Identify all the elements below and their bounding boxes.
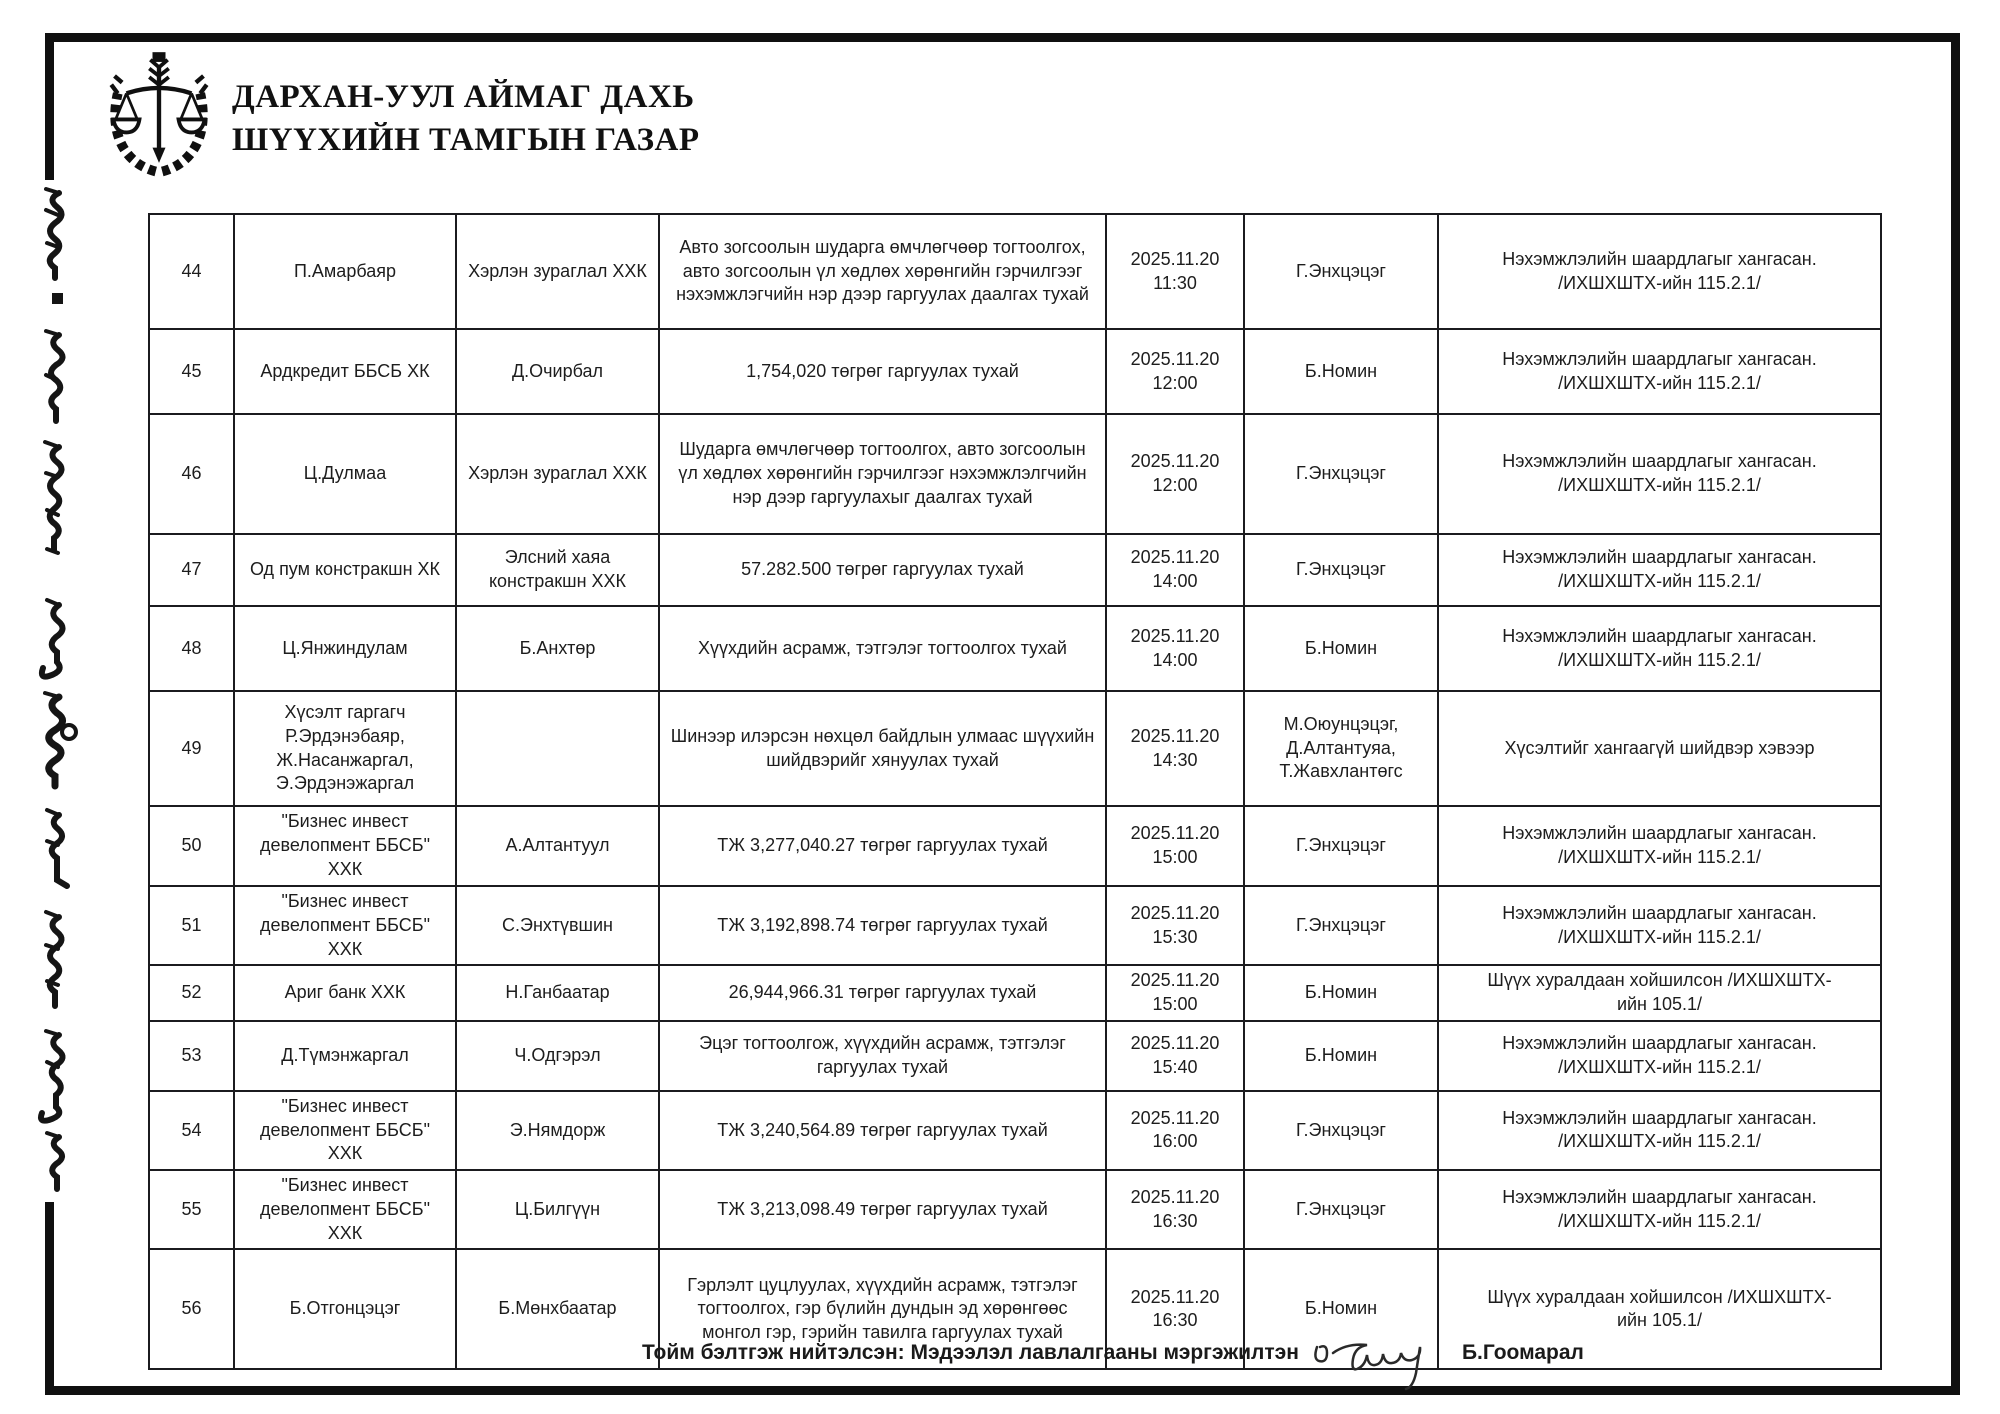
- cell-case-subject: ТЖ 3,192,898.74 төгрөг гаргуулах тухай: [659, 886, 1106, 965]
- table-row: [149, 886, 1881, 965]
- cell-judge: Б.Номин: [1244, 329, 1438, 414]
- cell-decision: [1438, 1170, 1881, 1249]
- signature-scribble-icon: [1309, 1329, 1434, 1391]
- cell-number: 48: [149, 606, 234, 691]
- table-row: [149, 691, 1881, 806]
- table-row: [149, 965, 1881, 1021]
- table-row: [149, 806, 1881, 886]
- cell-case-subject: 26,944,966.31 төгрөг гаргуулах тухай: [659, 965, 1106, 1021]
- cell-number: 56: [149, 1249, 234, 1369]
- cell-case-subject: Авто зогсоолын шударга өмчлөгчөөр тогтоолгох, авто зогсоолын үл хөдлөх хөрөнгийн гэрчилгээг нэхэмжлэгчийн нэр дээр гаргуулах даалгах тухай: [659, 214, 1106, 329]
- cell-judge: Б.Номин: [1244, 606, 1438, 691]
- decision-line: Хүсэлтийг хангаагүй шийдвэр хэвээр: [1504, 737, 1815, 758]
- decision-line: /ИХШХШТХ-ийн 115.2.1/: [1558, 1131, 1761, 1152]
- hearings-table: [148, 213, 1882, 1370]
- table-row: [149, 606, 1881, 691]
- cell-case-subject: ТЖ 3,213,098.49 төгрөг гаргуулах тухай: [659, 1170, 1106, 1249]
- cell-judge: Г.Энхцэцэг: [1244, 534, 1438, 606]
- document-footer: [642, 1341, 1584, 1387]
- cell-judge: Г.Энхцэцэг: [1244, 886, 1438, 965]
- cell-number: 46: [149, 414, 234, 534]
- mongolian-script-sidebar: [24, 180, 92, 1202]
- cell-number: 50: [149, 806, 234, 886]
- table-row: [149, 1091, 1881, 1170]
- cell-judge: Г.Энхцэцэг: [1244, 1091, 1438, 1170]
- hearings-table-body: [149, 214, 1881, 1369]
- decision-line: Нэхэмжлэлийн шаардлагыг хангасан.: [1502, 823, 1817, 844]
- decision-line: Нэхэмжлэлийн шаардлагыг хангасан.: [1502, 451, 1817, 472]
- cell-defendant: Хэрлэн зураглал ХХК: [456, 214, 659, 329]
- decision-line: ийн 105.1/: [1616, 994, 1703, 1014]
- decision-line: Нэхэмжлэлийн шаардлагыг хангасан.: [1502, 902, 1817, 923]
- cell-decision: [1438, 214, 1881, 329]
- cell-defendant: Элсний хаяа констракшн ХХК: [456, 534, 659, 606]
- table-row: [149, 1170, 1881, 1249]
- decision-line: /ИХШХШТХ-ийн 115.2.1/: [1558, 475, 1761, 495]
- cell-defendant: С.Энхтүвшин: [456, 886, 659, 965]
- cell-plaintiff: "Бизнес инвест девелопмент ББСБ" ХХК: [234, 886, 456, 965]
- org-title-line2: ШҮҮХИЙН ТАМГЫН ГАЗАР: [232, 122, 700, 158]
- cell-judge: Б.Номин: [1244, 965, 1438, 1021]
- decision-line: Нэхэмжлэлийн шаардлагыг хангасан.: [1502, 248, 1817, 269]
- cell-decision: [1438, 534, 1881, 606]
- cell-defendant: [456, 691, 659, 806]
- decision-line: /ИХШХШТХ-ийн 115.2.1/: [1558, 847, 1761, 867]
- cell-judge: Г.Энхцэцэг: [1244, 1170, 1438, 1249]
- decision-line: Нэхэмжлэлийн шаардлагыг хангасан.: [1502, 1186, 1817, 1207]
- cell-defendant: Н.Ганбаатар: [456, 965, 659, 1021]
- cell-plaintiff: Ариг банк ХХК: [234, 965, 456, 1021]
- cell-case-subject: ТЖ 3,277,040.27 төгрөг гаргуулах тухай: [659, 806, 1106, 886]
- cell-judge: Г.Энхцэцэг: [1244, 806, 1438, 886]
- cell-plaintiff: Ц.Дулмаа: [234, 414, 456, 534]
- cell-number: 53: [149, 1021, 234, 1091]
- table-row: [149, 329, 1881, 414]
- cell-case-subject: Шинээр илэрсэн нөхцөл байдлын улмаас шүүхийн шийдвэрийг хянуулах тухай: [659, 691, 1106, 806]
- decision-line: Нэхэмжлэлийн шаардлагыг хангасан.: [1502, 547, 1817, 568]
- cell-decision: [1438, 965, 1881, 1021]
- cell-judge: Г.Энхцэцэг: [1244, 214, 1438, 329]
- cell-judge: Г.Энхцэцэг: [1244, 414, 1438, 534]
- cell-defendant: Б.Анхтөр: [456, 606, 659, 691]
- cell-datetime: 2025.11.20 16:30: [1106, 1170, 1244, 1249]
- cell-decision: [1438, 414, 1881, 534]
- cell-plaintiff: Ц.Янжиндулам: [234, 606, 456, 691]
- cell-decision: [1438, 1091, 1881, 1170]
- cell-datetime: 2025.11.20 16:00: [1106, 1091, 1244, 1170]
- cell-datetime: 2025.11.20 14:30: [1106, 691, 1244, 806]
- decision-line: Нэхэмжлэлийн шаардлагыг хангасан.: [1502, 348, 1817, 369]
- cell-defendant: Хэрлэн зураглал ХХК: [456, 414, 659, 534]
- cell-plaintiff: Б.Отгонцэцэг: [234, 1249, 456, 1369]
- cell-judge: Б.Номин: [1244, 1021, 1438, 1091]
- cell-datetime: 2025.11.20 16:30: [1106, 1249, 1244, 1369]
- decision-line: /ИХШХШТХ-ийн 115.2.1/: [1558, 649, 1761, 670]
- org-title: [232, 66, 699, 162]
- cell-number: 47: [149, 534, 234, 606]
- cell-number: 51: [149, 886, 234, 965]
- decision-line: Нэхэмжлэлийн шаардлагыг хангасан.: [1502, 1107, 1817, 1128]
- table-row: [149, 214, 1881, 329]
- decision-line: Шүүх хуралдаан хойшилсон /ИХШХШТХ-: [1487, 1286, 1832, 1307]
- cell-datetime: 2025.11.20 12:00: [1106, 414, 1244, 534]
- cell-judge: М.Оюунцэцэг, Д.Алтантуяа, Т.Жавхлантөгс: [1244, 691, 1438, 806]
- cell-decision: [1438, 1021, 1881, 1091]
- cell-number: 52: [149, 965, 234, 1021]
- decision-line: Нэхэмжлэлийн шаардлагыг хангасан.: [1502, 625, 1817, 646]
- cell-case-subject: ТЖ 3,240,564.89 төгрөг гаргуулах тухай: [659, 1091, 1106, 1170]
- mongolian-script-icon: [32, 185, 84, 1197]
- cell-datetime: 2025.11.20 15:00: [1106, 965, 1244, 1021]
- cell-defendant: Ц.Билгүүн: [456, 1170, 659, 1249]
- cell-datetime: 2025.11.20 14:00: [1106, 534, 1244, 606]
- document-header: [104, 50, 699, 178]
- cell-case-subject: Хүүхдийн асрамж, тэтгэлэг тогтоолгох тухай: [659, 606, 1106, 691]
- cell-plaintiff: П.Амарбаяр: [234, 214, 456, 329]
- cell-datetime: 2025.11.20 15:00: [1106, 806, 1244, 886]
- decision-line: /ИХШХШТХ-ийн 115.2.1/: [1558, 1056, 1761, 1077]
- cell-datetime: 2025.11.20 12:00: [1106, 329, 1244, 414]
- table-row: [149, 414, 1881, 534]
- cell-number: 55: [149, 1170, 234, 1249]
- decision-line: /ИХШХШТХ-ийн 115.2.1/: [1558, 372, 1761, 393]
- cell-case-subject: Эцэг тогтоолгож, хүүхдийн асрамж, тэтгэлэг гаргуулах тухай: [659, 1021, 1106, 1091]
- org-title-line1: ДАРХАН-УУЛ АЙМАГ ДАХЬ: [232, 79, 695, 115]
- cell-plaintiff: Хүсэлт гаргагч Р.Эрдэнэбаяр, Ж.Насанжаргал, Э.Эрдэнэжаргал: [234, 691, 456, 806]
- decision-line: ийн 105.1/: [1616, 1310, 1703, 1331]
- cell-datetime: 2025.11.20 15:40: [1106, 1021, 1244, 1091]
- cell-defendant: Э.Нямдорж: [456, 1091, 659, 1170]
- cell-datetime: 2025.11.20 11:30: [1106, 214, 1244, 329]
- signer-name: Б.Гоомарал: [1461, 1341, 1584, 1364]
- cell-case-subject: 57.282.500 төгрөг гаргуулах тухай: [659, 534, 1106, 606]
- cell-number: 45: [149, 329, 234, 414]
- cell-datetime: 2025.11.20 14:00: [1106, 606, 1244, 691]
- cell-decision: [1438, 886, 1881, 965]
- decision-line: Шүүх хуралдаан хойшилсон /ИХШХШТХ-: [1487, 970, 1832, 991]
- decision-line: /ИХШХШТХ-ийн 115.2.1/: [1558, 1210, 1761, 1231]
- cell-plaintiff: "Бизнес инвест девелопмент ББСБ" ХХК: [234, 806, 456, 886]
- cell-number: 54: [149, 1091, 234, 1170]
- cell-decision: [1438, 691, 1881, 806]
- cell-defendant: Д.Очирбал: [456, 329, 659, 414]
- decision-line: /ИХШХШТХ-ийн 115.2.1/: [1558, 272, 1761, 293]
- decision-line: /ИХШХШТХ-ийн 115.2.1/: [1558, 571, 1761, 591]
- court-emblem-icon: [104, 50, 214, 178]
- decision-line: /ИХШХШТХ-ийн 115.2.1/: [1558, 926, 1761, 947]
- table-row: [149, 1021, 1881, 1091]
- cell-defendant: Б.Мөнхбаатар: [456, 1249, 659, 1369]
- cell-plaintiff: Од пум констракшн ХК: [234, 534, 456, 606]
- cell-decision: [1438, 806, 1881, 886]
- cell-number: 44: [149, 214, 234, 329]
- cell-defendant: Ч.Одгэрэл: [456, 1021, 659, 1091]
- cell-defendant: А.Алтантуул: [456, 806, 659, 886]
- cell-number: 49: [149, 691, 234, 806]
- cell-decision: [1438, 329, 1881, 414]
- cell-plaintiff: "Бизнес инвест девелопмент ББСБ" ХХК: [234, 1170, 456, 1249]
- cell-case-subject: 1,754,020 төгрөг гаргуулах тухай: [659, 329, 1106, 414]
- table-row: [149, 534, 1881, 606]
- cell-plaintiff: Ардкредит ББСБ ХК: [234, 329, 456, 414]
- decision-line: Нэхэмжлэлийн шаардлагыг хангасан.: [1502, 1033, 1817, 1053]
- cell-judge: Б.Номин: [1244, 1249, 1438, 1369]
- cell-datetime: 2025.11.20 15:30: [1106, 886, 1244, 965]
- cell-case-subject: Шударга өмчлөгчөөр тогтоолгох, авто зогсоолын үл хөдлөх хөрөнгийн гэрчилгээг нэхэмжлэлгчийн нэр дээр гаргуулахыг даалгах тухай: [659, 414, 1106, 534]
- prepared-by-label: Тойм бэлтгэж нийтэлсэн: Мэдээлэл лавлалгааны мэргэжилтэн: [642, 1341, 1299, 1364]
- cell-case-subject: Гэрлэлт цуцлуулах, хүүхдийн асрамж, тэтгэлэг тогтоолгох, гэр бүлийн дундын эд хөрөнгөөс монгол гэр, гэрийн тавилга гаргуулах тухай: [659, 1249, 1106, 1369]
- cell-decision: [1438, 606, 1881, 691]
- cell-plaintiff: Д.Түмэнжаргал: [234, 1021, 456, 1091]
- cell-plaintiff: "Бизнес инвест девелопмент ББСБ" ХХК: [234, 1091, 456, 1170]
